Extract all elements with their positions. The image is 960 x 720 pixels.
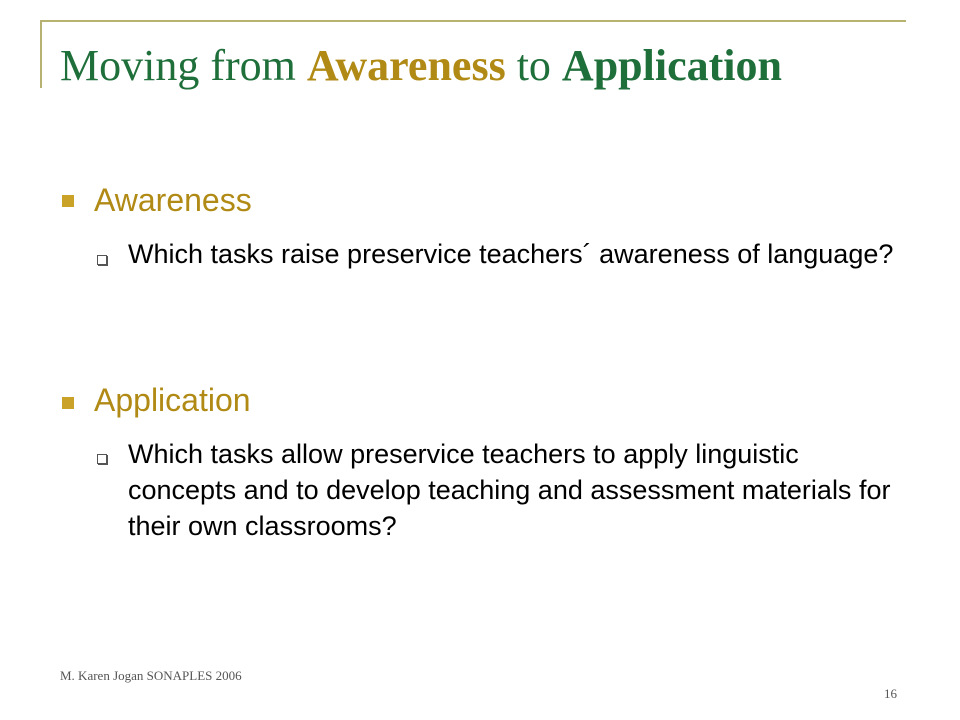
footer-author: M. Karen Jogan SONAPLES 2006 <box>60 668 242 683</box>
title-part-to: to <box>505 41 562 90</box>
title-part-moving-from: Moving from <box>60 41 307 90</box>
square-bullet-icon <box>62 397 74 409</box>
section-heading-application: Application <box>94 382 251 418</box>
hollow-square-bullet-icon <box>97 454 107 464</box>
section-heading-awareness: Awareness <box>94 182 252 218</box>
square-bullet-icon <box>62 195 74 207</box>
title-part-application: Application <box>561 41 782 90</box>
footer-page-number: 16 <box>884 686 897 701</box>
hollow-square-bullet-icon <box>97 255 107 265</box>
question-awareness: Which tasks raise preservice teachers´ awareness of language? <box>128 239 894 269</box>
title-part-awareness: Awareness <box>306 41 506 90</box>
question-application: Which tasks allow preservice teachers to apply linguistic concepts and to develop teaching and assessment materials for their own classrooms? <box>128 439 891 541</box>
